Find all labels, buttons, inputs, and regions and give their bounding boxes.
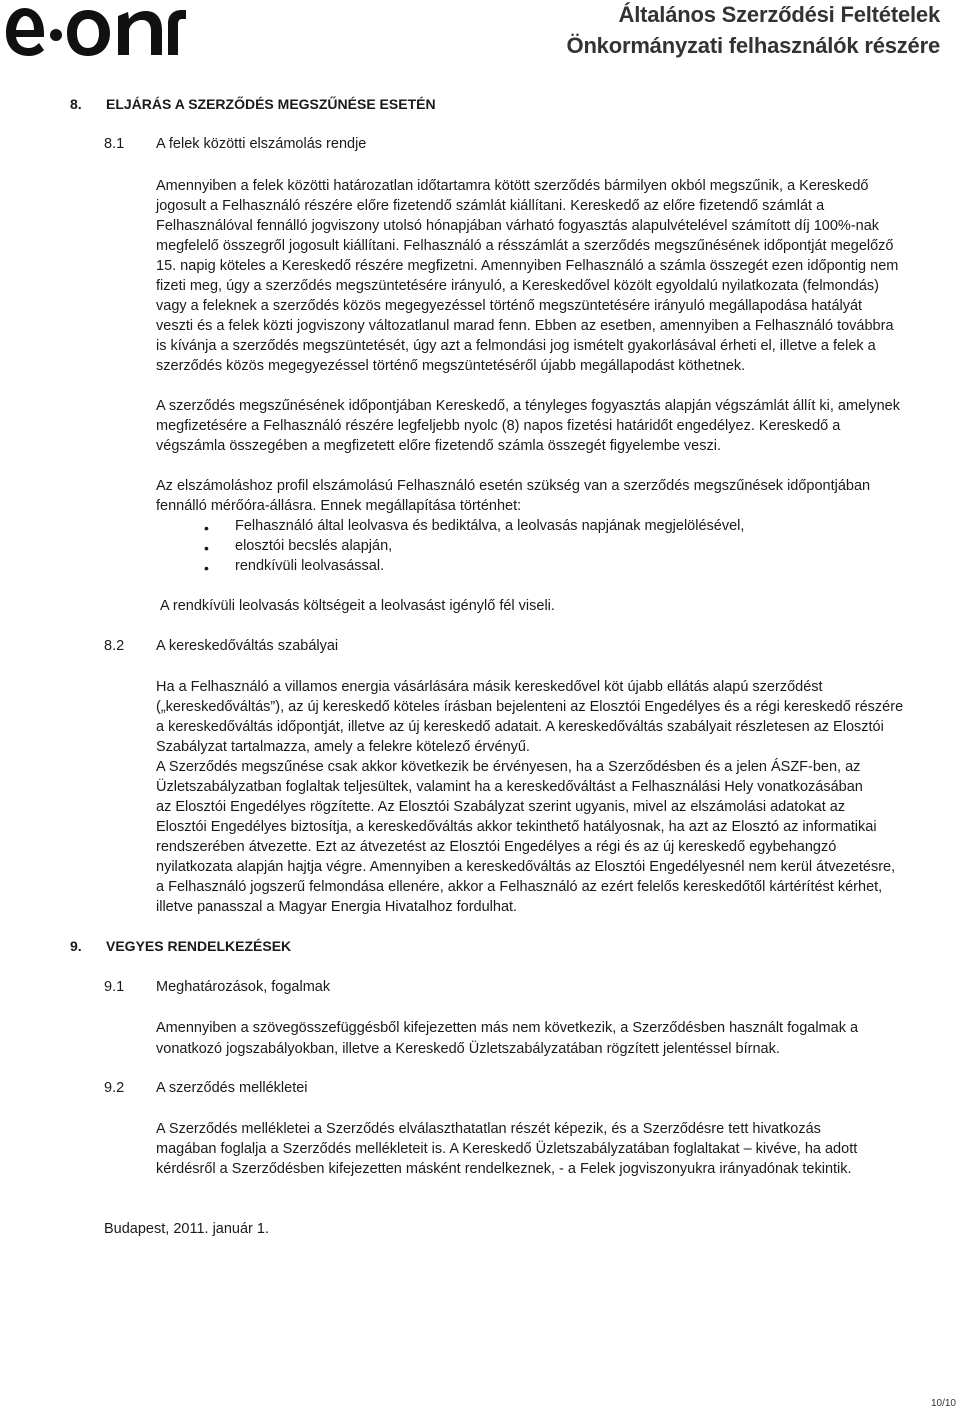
logo-letter-n: [118, 11, 162, 55]
document-subtitle: Önkormányzati felhasználók részére: [566, 33, 940, 58]
subsection-title: A felek közötti elszámolás rendje: [156, 136, 367, 152]
paragraph-line: szerződés közös megegyezéssel történő megszüntetéséről újabb megállapodást köthetnek.: [156, 358, 746, 374]
section-title: ELJÁRÁS A SZERZŐDÉS MEGSZŰNÉSE ESETÉN: [106, 96, 436, 112]
logo-dot: [50, 29, 62, 41]
paragraph-line: megfizetésére a Felhasználó részére legfeljebb nyolc (8) napos fizetési határidőt engedélyez. Kereskedő a: [156, 418, 841, 434]
paragraph-line: Amennyiben a szövegösszefüggésből kifejezetten más nem következik, a Szerződésben használt fogalmak a: [156, 1020, 859, 1036]
paragraph-line: vagy a feleknek a szerződés közös megegyezéssel történő megszüntetésére irányuló megállapodása hatályát: [156, 298, 863, 314]
paragraph-line: Ha a Felhasználó a villamos energia vásárlására másik kereskedővel köt újabb ellátás alapú szerződést: [156, 679, 823, 695]
subsection-number: 8.2: [104, 638, 125, 654]
paragraph-line: veszti és a felek közti jogviszony változatlanul marad fenn. Ebben az esetben, amennyiben a Felhasználó továbbra: [156, 318, 894, 334]
paragraph-line: Amennyiben a felek közötti határozatlan időtartamra kötött szerződés bármilyen okból megszűnik, a Kereskedő: [156, 178, 869, 194]
paragraph-line: megfelelő összegről jogosult kiállítani. Felhasználó a résszámlát a szerződés megszűnésének időpontját megelőző: [156, 238, 894, 254]
bullet-item: Felhasználó által leolvasva és bediktálva, a leolvasás napjának megjelölésével,: [235, 518, 745, 534]
paragraph-line: Üzletszabályzatban foglaltak teljesültek, valamint ha a kereskedőváltást a Felhasználási Hely vonatkozásában: [156, 779, 863, 795]
bullet-item: elosztói becslés alapján,: [235, 538, 393, 554]
paragraph-line: rendszerében átvezette. Ezt az átvezetést az Elosztói Engedélyes a régi és az új kereskedő egybehangzó: [156, 839, 837, 855]
paragraph-line: vonatkozó jogszabályokban, illetve a Kereskedő Üzletszabályzatában rögzített jelentéssel bírnak.: [156, 1041, 780, 1057]
paragraph-line: jogosult a Felhasználó részére előre fizetendő számlát kiállítani. Kereskedő az előre fizetendő számlát a: [156, 198, 825, 214]
document-title: Általános Szerződési Feltételek: [618, 2, 940, 27]
section-number: 9.: [70, 938, 82, 954]
paragraph-line: Felhasználóval fennálló jogviszony utolsó hónapjában várható fogyasztás alapulvételével számított díj 100%-nak: [156, 218, 880, 234]
paragraph-line: 15. napig köteles a Kereskedő részére megfizetni. Amennyiben Felhasználó a számla összegét ezen időpontig nem: [156, 258, 899, 274]
bullet-item: rendkívüli leolvasással.: [235, 558, 385, 574]
bullet-dot-icon: •: [204, 560, 209, 576]
bullet-dot-icon: •: [204, 540, 209, 556]
logo-letter-e: [6, 8, 44, 56]
subsection-number: 8.1: [104, 136, 125, 152]
paragraph-line: nyilatkozata alapján hajtja végre. Amennyiben a kereskedőváltás az Elosztói Engedélyesnél nem kerül átvezetésre,: [156, 859, 896, 875]
paragraph-line: a kereskedőváltás időpontját, illetve az új kereskedő adatait. A kereskedőváltás szabályait részletesen az Elosztói: [156, 719, 884, 735]
subsection-number: 9.1: [104, 979, 125, 995]
paragraph-line: illetve panasszal a Magyar Energia Hivatalhoz fordulhat.: [156, 899, 518, 915]
paragraph-line: Az elszámoláshoz profil elszámolású Felhasználó esetén szükség van a szerződés megszűnések időpontjában: [156, 478, 871, 494]
paragraph-line: A Szerződés mellékletei a Szerződés elválaszthatatlan részét képezik, és a Szerződésre tett hivatkozás: [156, 1121, 821, 1137]
paragraph-line: a Felhasználó jogszerű felmondása ellenére, akkor a Felhasználó az ezért felelős kereskedőtől kártérítést kérhet,: [156, 879, 883, 895]
subsection-title: A kereskedőváltás szabályai: [156, 638, 339, 654]
bullet-dot-icon: •: [204, 520, 209, 536]
paragraph-line: is kívánja a szerződés megszüntetését, úgy azt a felmondási jog ismételt gyakorlásával érheti el, illetve a felek a: [156, 338, 876, 354]
logo-letter-o: [67, 10, 110, 56]
eon-logo: [4, 2, 188, 60]
section-title: VEGYES RENDELKEZÉSEK: [106, 938, 292, 954]
paragraph-line: A szerződés megszűnésének időpontjában Kereskedő, a tényleges fogyasztás alapján végszámlát állít ki, amelynek: [156, 398, 900, 414]
paragraph-line: fennálló mérőóra-állásra. Ennek megállapítása történhet:: [156, 498, 522, 514]
paragraph-line: A rendkívüli leolvasás költségeit a leolvasást igénylő fél viseli.: [160, 598, 555, 614]
document-date: Budapest, 2011. január 1.: [104, 1221, 269, 1237]
paragraph-line: kérdésről a Szerződésben kifejezetten másként rendelkeznek, - a Felek jogviszonyukra irányadónak tekintik.: [156, 1161, 852, 1177]
paragraph-line: az Elosztói Engedélyes rögzítette. Az Elosztói Szabályzat szerint ugyanis, mivel az elszámolási adatokat az: [156, 799, 846, 815]
subsection-title: A szerződés mellékletei: [156, 1080, 308, 1096]
paragraph-line: („kereskedőváltás”), az új kereskedő köteles írásban bejelenteni az Elosztói Engedélyes és a régi kereskedő részére: [156, 699, 904, 715]
logo-letter-n2: [168, 10, 186, 55]
paragraph-line: végszámla összegében a megfizetett előre fizetendő számla összegét figyelembe veszi.: [156, 438, 721, 454]
paragraph-line: Szabályzat tartalmazza, amely a felekre kötelező érvényű.: [156, 739, 530, 755]
page-number: 10/10: [930, 1398, 956, 1409]
paragraph-line: fizeti meg, úgy a szerződés megszüntetésére irányuló, a Kereskedővel közölt egyoldalú nyilatkozata (felmondás): [156, 278, 879, 294]
paragraph-line: magában foglalja a Szerződés mellékleteit is. A Kereskedő Üzletszabályzatában foglaltakat – kivéve, ha adott: [156, 1141, 858, 1157]
paragraph-line: Elosztói Engedélyes biztosítja, a kereskedőváltás akkor tekinthető hatályosnak, ha azt az Elosztó az informatikai: [156, 819, 877, 835]
subsection-title: Meghatározások, fogalmak: [156, 979, 331, 995]
paragraph-line: A Szerződés megszűnése csak akkor következik be érvényesen, ha a Szerződésben és a jelen ÁSZF-ben, az: [156, 759, 861, 775]
section-number: 8.: [70, 96, 82, 112]
subsection-number: 9.2: [104, 1080, 125, 1096]
